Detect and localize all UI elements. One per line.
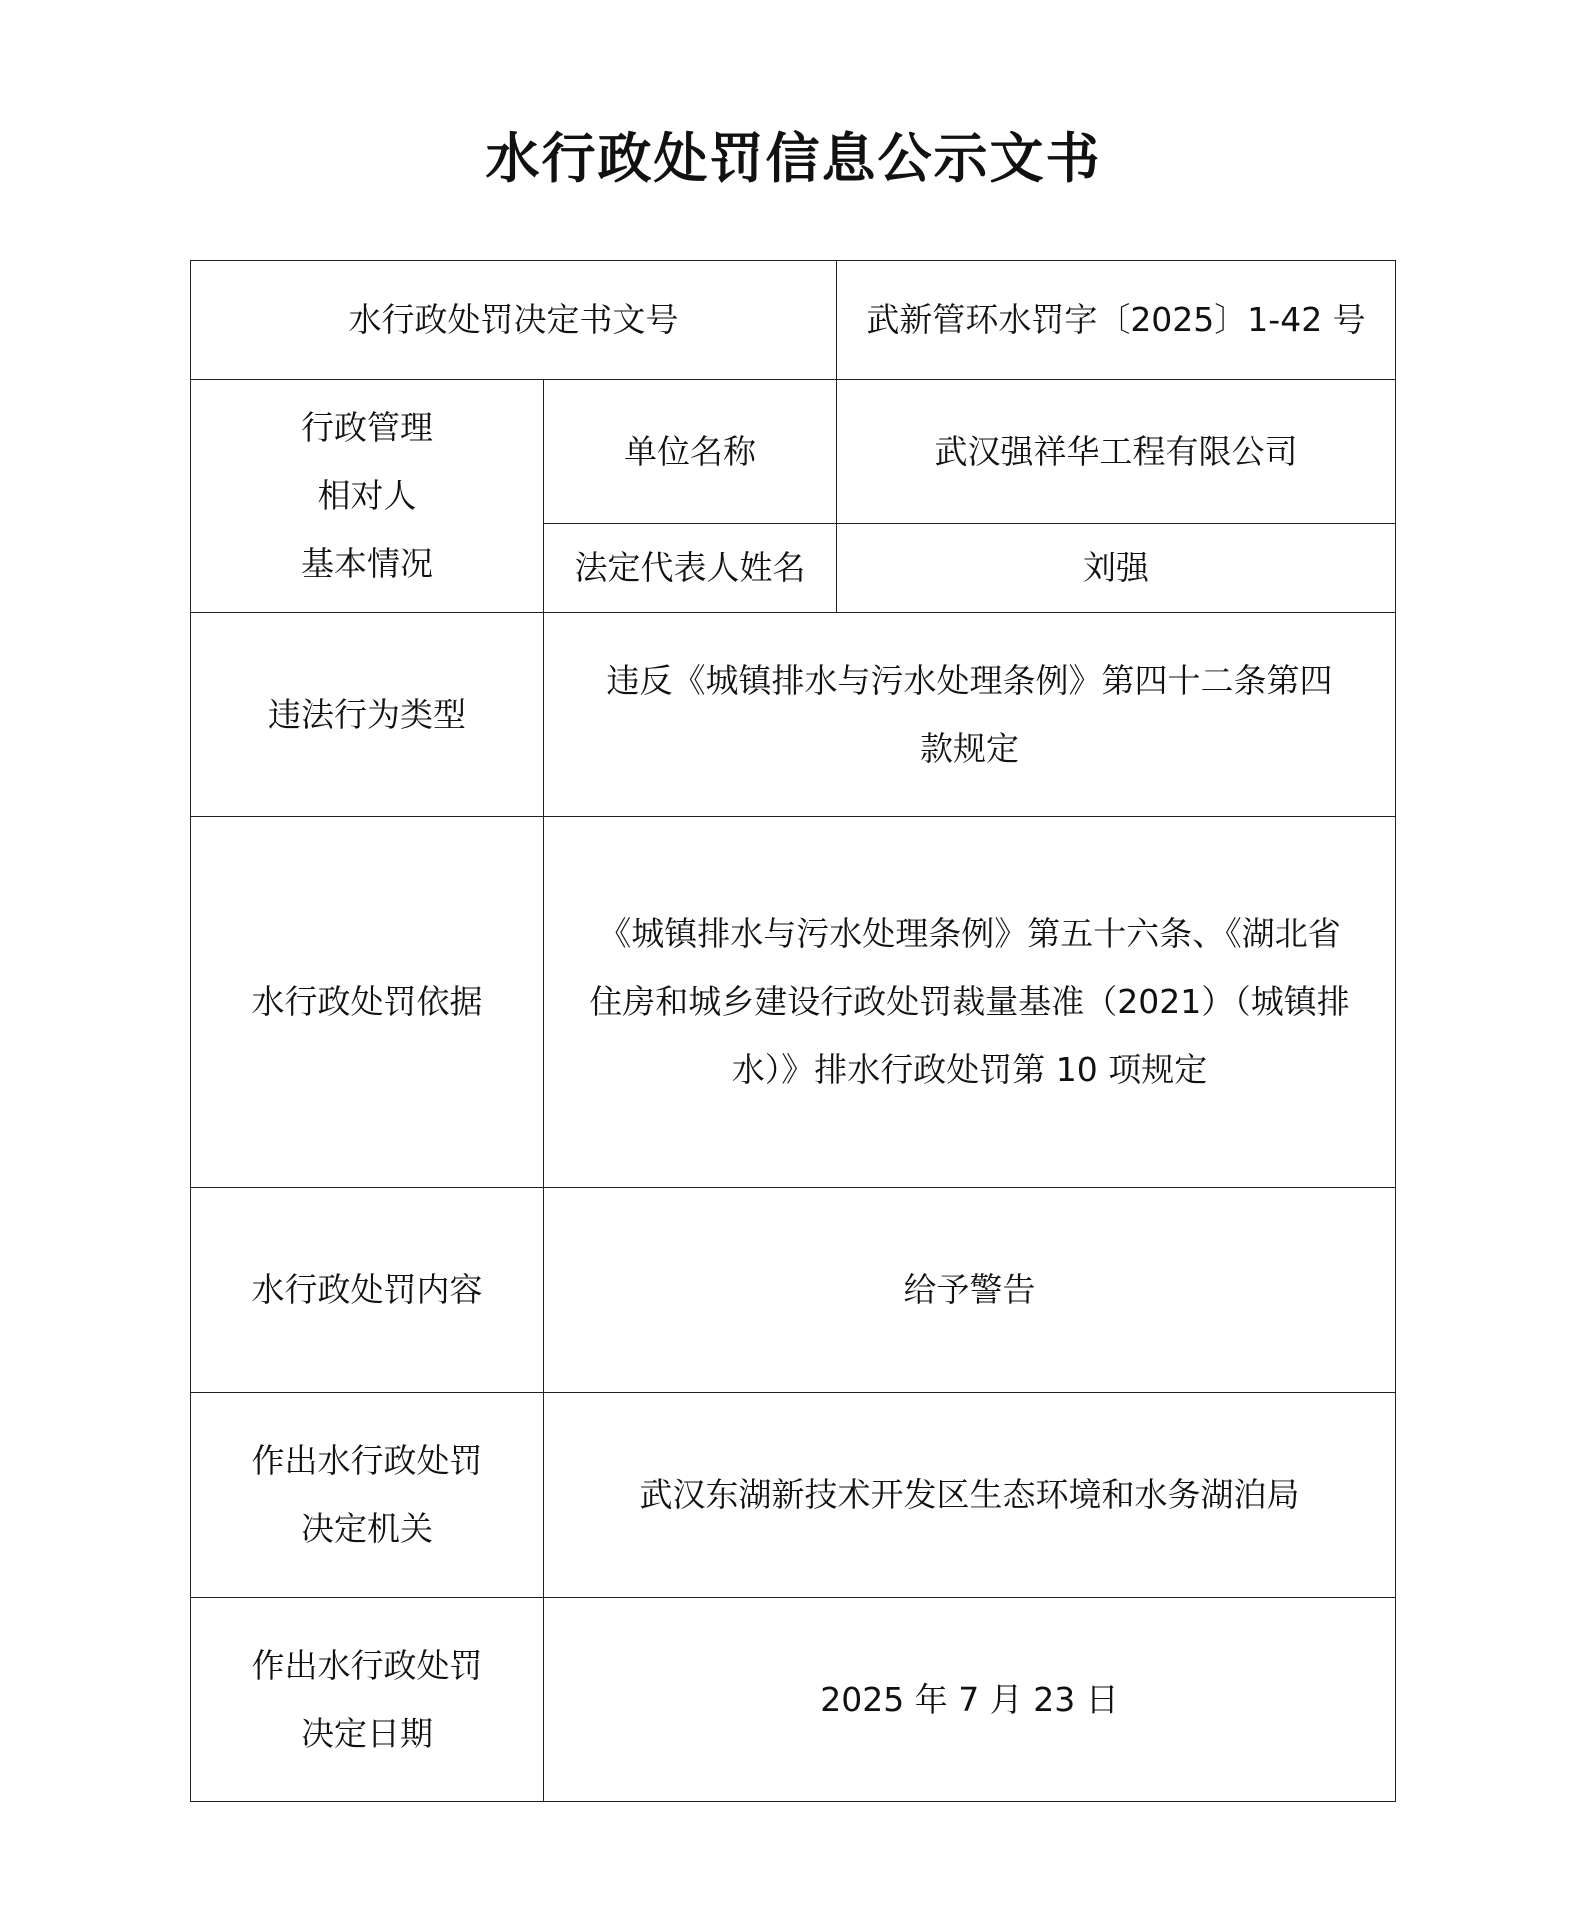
basis-line: 《城镇排水与污水处理条例》第五十六条、《湖北省 [598, 914, 1341, 953]
date-label-line: 作出水行政处罚 [251, 1645, 483, 1685]
date-label-line: 决定日期 [301, 1713, 433, 1753]
violation-type-value [544, 613, 1396, 817]
basis-line: 水）》排水行政处罚第 10 项规定 [731, 1050, 1208, 1089]
basis-value [544, 817, 1396, 1188]
violation-type-line: 违反《城镇排水与污水处理条例》第四十二条第四 [606, 660, 1333, 700]
content-value: 给予警告 [544, 1188, 1396, 1393]
row-unit-name [191, 380, 1396, 524]
document-title: 水行政处罚信息公示文书 [485, 126, 1102, 190]
decision-no-value: 武新管环水罚字〔2025〕1-42 号 [837, 261, 1396, 380]
authority-value: 武汉东湖新技术开发区生态环境和水务湖泊局 [544, 1393, 1396, 1598]
penalty-info-table [190, 260, 1396, 1802]
legal-rep-value: 刘强 [837, 524, 1396, 613]
decision-no-label: 水行政处罚决定书文号 [191, 261, 837, 380]
date-value: 2025 年 7 月 23 日 [544, 1598, 1396, 1802]
party-label-line: 行政管理 [301, 408, 433, 447]
violation-type-line: 款规定 [920, 728, 1019, 768]
basis-label: 水行政处罚依据 [191, 817, 544, 1188]
row-decision-no [191, 261, 1396, 380]
row-authority [191, 1393, 1396, 1598]
content-label: 水行政处罚内容 [191, 1188, 544, 1393]
row-violation-type [191, 613, 1396, 817]
row-content [191, 1188, 1396, 1393]
authority-label-line: 决定机关 [301, 1509, 433, 1548]
unit-name-label: 单位名称 [544, 380, 837, 524]
date-label [191, 1598, 544, 1802]
party-label-line: 相对人 [317, 476, 417, 515]
violation-type-label: 违法行为类型 [191, 613, 544, 817]
party-label-line: 基本情况 [301, 544, 433, 583]
unit-name-value: 武汉强祥华工程有限公司 [837, 380, 1396, 524]
authority-label-line: 作出水行政处罚 [251, 1441, 483, 1480]
party-info-label [191, 380, 544, 613]
authority-label [191, 1393, 544, 1598]
legal-rep-label: 法定代表人姓名 [544, 524, 837, 613]
basis-line: 住房和城乡建设行政处罚裁量基准（2021）（城镇排 [589, 982, 1350, 1021]
row-date [191, 1598, 1396, 1802]
row-basis [191, 817, 1396, 1188]
